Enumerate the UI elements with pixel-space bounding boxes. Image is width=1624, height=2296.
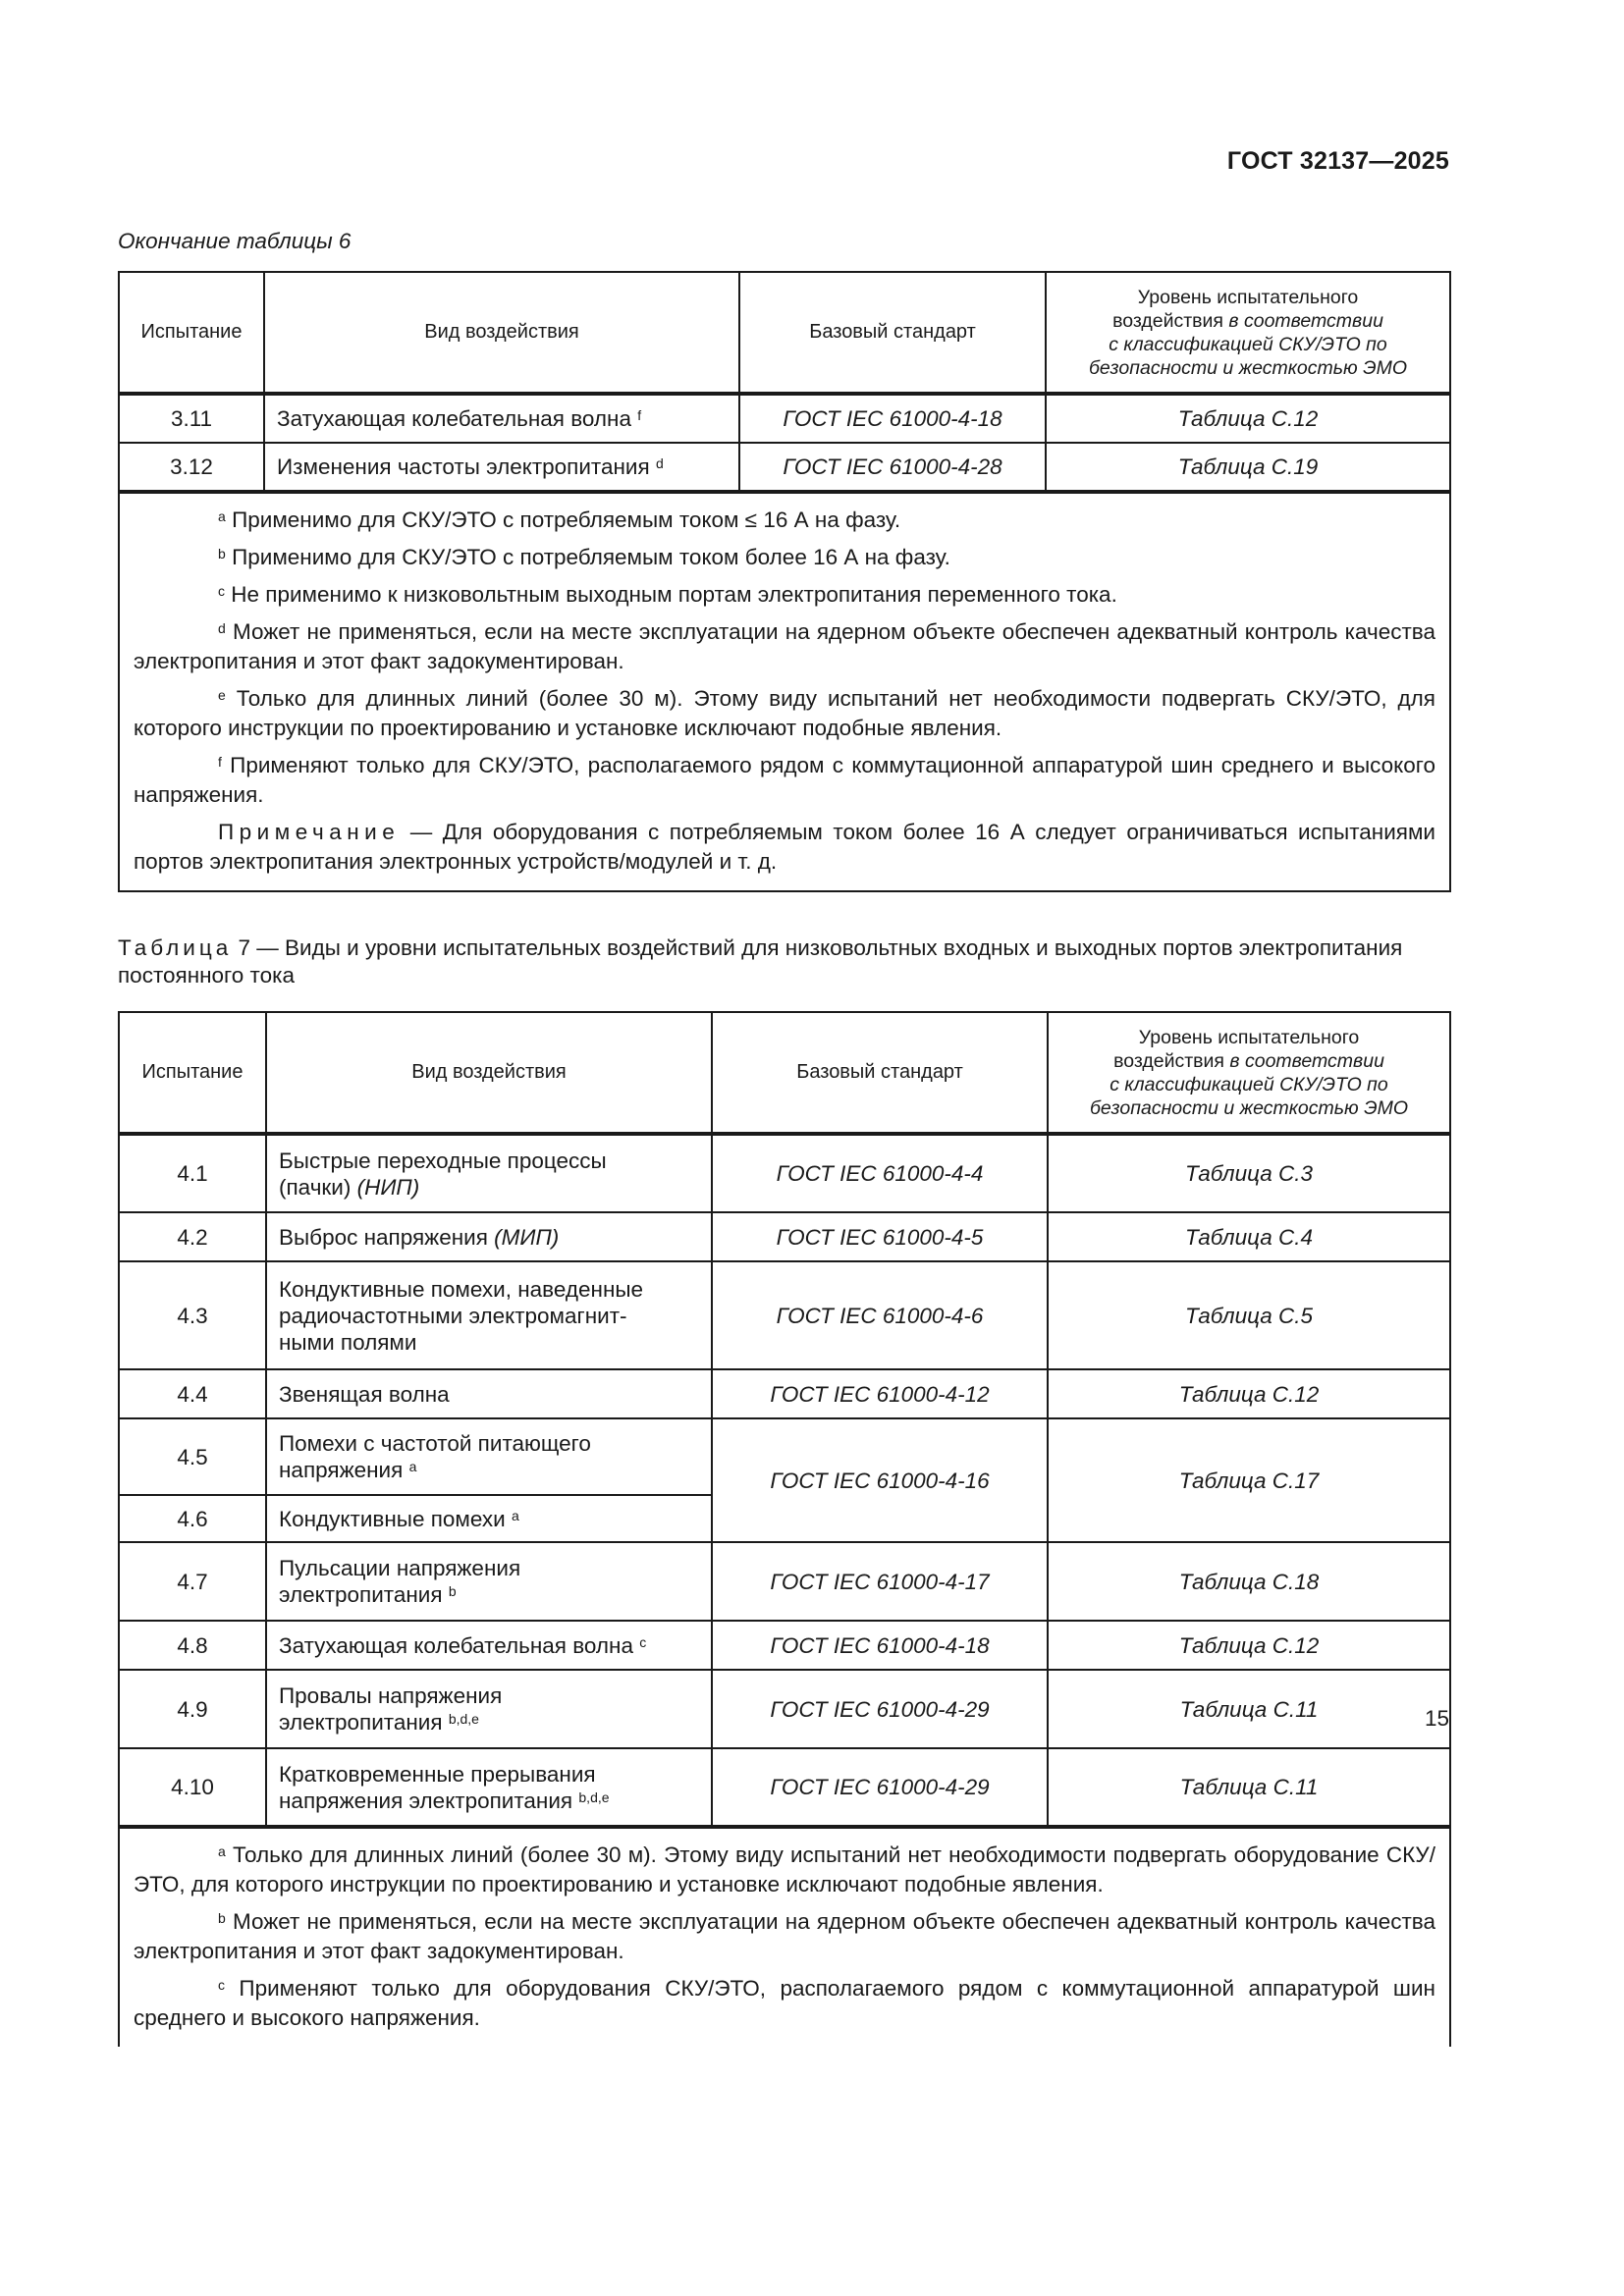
table-note: Примечание — Для оборудования с потребляемым током более 16 А следует ограничиваться испытаниями портов электропитания электронных устройств/модулей и т. д. bbox=[134, 820, 1435, 874]
table-row: 4.5 Помехи с частотой питающего напряжения $^a$ ГОСТ IEC 61000-4-16 Таблица С.17 bbox=[119, 1418, 1450, 1495]
table-row: 4.3 Кондуктивные помехи, наведенные радиочастотными электромагнит- ными полями ГОСТ IEC 61000-4-6 Таблица С.5 bbox=[119, 1261, 1450, 1369]
col-header-test: Испытание bbox=[119, 1012, 266, 1134]
footnote: $^d$ Может не применяться, если на месте эксплуатации на ядерном объекте обеспечен адекватный контроль качества электропитания и этот факт задокументирован. bbox=[134, 619, 1435, 673]
footnote: $^a$ Только для длинных линий (более 30 м). Этому виду испытаний нет необходимости подвергать оборудование СКУ/ЭТО, для которого инструкции по проектированию и установке исключают подобные явления. bbox=[134, 1842, 1435, 1896]
footnote: $^b$ Применимо для СКУ/ЭТО с потребляемым током более 16 А на фазу. bbox=[218, 545, 950, 569]
table-row: 4.1 Быстрые переходные процессы (пачки) (НИП) ГОСТ IEC 61000-4-4 Таблица С.3 bbox=[119, 1134, 1450, 1212]
col-header-standard: Базовый стандарт bbox=[712, 1012, 1048, 1134]
table-row: 4.2 Выброс напряжения (МИП) ГОСТ IEC 61000-4-5 Таблица С.4 bbox=[119, 1212, 1450, 1261]
table7-header-row bbox=[119, 1012, 1450, 1134]
table6-header-row bbox=[119, 272, 1450, 394]
col-header-standard: Базовый стандарт bbox=[739, 272, 1046, 394]
footnote: $^f$ Применяют только для СКУ/ЭТО, располагаемого рядом с коммутационной аппаратурой шин среднего и высокого напряжения. bbox=[134, 753, 1435, 807]
table6 bbox=[118, 271, 1451, 892]
col-header-test: Испытание bbox=[119, 272, 264, 394]
footnote: $^c$ Применяют только для оборудования СКУ/ЭТО, располагаемого рядом с коммутационной аппаратурой шин среднего и высокого напряжения. bbox=[134, 1976, 1435, 2030]
col-header-level: Уровень испытательного воздействия в соответствии с классификацией СКУ/ЭТО по безопасности и жесткостью ЭМО bbox=[1046, 272, 1450, 394]
table7-caption: Таблица 7 — Виды и уровни испытательных воздействий для низковольтных входных и выходных портов электропитания постоянного тока bbox=[118, 935, 1403, 988]
table-row: 4.10 Кратковременные прерывания напряжения электропитания $^{b,d,e}$ ГОСТ IEC 61000-4-29 Таблица С.11 bbox=[119, 1748, 1450, 1827]
table-row: 3.11 Затухающая колебательная волна $^f$ ГОСТ IEC 61000-4-18 Таблица С.12 bbox=[119, 394, 1450, 443]
table7-notes-row bbox=[119, 1827, 1450, 2047]
table6-caption: Окончание таблицы 6 bbox=[118, 229, 352, 253]
table-row: 4.6 Кондуктивные помехи $^a$ bbox=[119, 1495, 1450, 1542]
table6-notes-row bbox=[119, 492, 1450, 891]
footnote: $^e$ Только для длинных линий (более 30 м). Этому виду испытаний нет необходимости подвергать СКУ/ЭТО, для которого инструкции по проектированию и установке исключают подобные явления. bbox=[134, 686, 1435, 740]
footnote: $^a$ Применимо для СКУ/ЭТО с потребляемым током ≤ 16 А на фазу. bbox=[218, 507, 901, 532]
col-header-type: Вид воздействия bbox=[264, 272, 739, 394]
table-row: 3.12 Изменения частоты электропитания $^d$ ГОСТ IEC 61000-4-28 Таблица С.19 bbox=[119, 443, 1450, 492]
table7 bbox=[118, 1011, 1451, 2047]
table-row: 4.4 Звенящая волна ГОСТ IEC 61000-4-12 Таблица С.12 bbox=[119, 1369, 1450, 1418]
footnote: $^c$ Не применимо к низковольтным выходным портам электропитания переменного тока. bbox=[218, 582, 1117, 607]
table-row: 4.7 Пульсации напряжения электропитания $^b$ ГОСТ IEC 61000-4-17 Таблица С.18 bbox=[119, 1542, 1450, 1621]
page-number: 15 bbox=[1424, 1706, 1449, 1731]
document-code: ГОСТ 32137—2025 bbox=[1226, 147, 1449, 175]
table-row: 4.8 Затухающая колебательная волна $^c$ ГОСТ IEC 61000-4-18 Таблица С.12 bbox=[119, 1621, 1450, 1670]
col-header-type: Вид воздействия bbox=[266, 1012, 712, 1134]
footnote: $^b$ Может не применяться, если на месте эксплуатации на ядерном объекте обеспечен адекватный контроль качества электропитания и этот факт задокументирован. bbox=[134, 1909, 1435, 1963]
table-row: 4.9 Провалы напряжения электропитания $^{b,d,e}$ ГОСТ IEC 61000-4-29 Таблица С.11 bbox=[119, 1670, 1450, 1748]
col-header-level: Уровень испытательного воздействия в соответствии с классификацией СКУ/ЭТО по безопасности и жесткостью ЭМО bbox=[1048, 1012, 1450, 1134]
